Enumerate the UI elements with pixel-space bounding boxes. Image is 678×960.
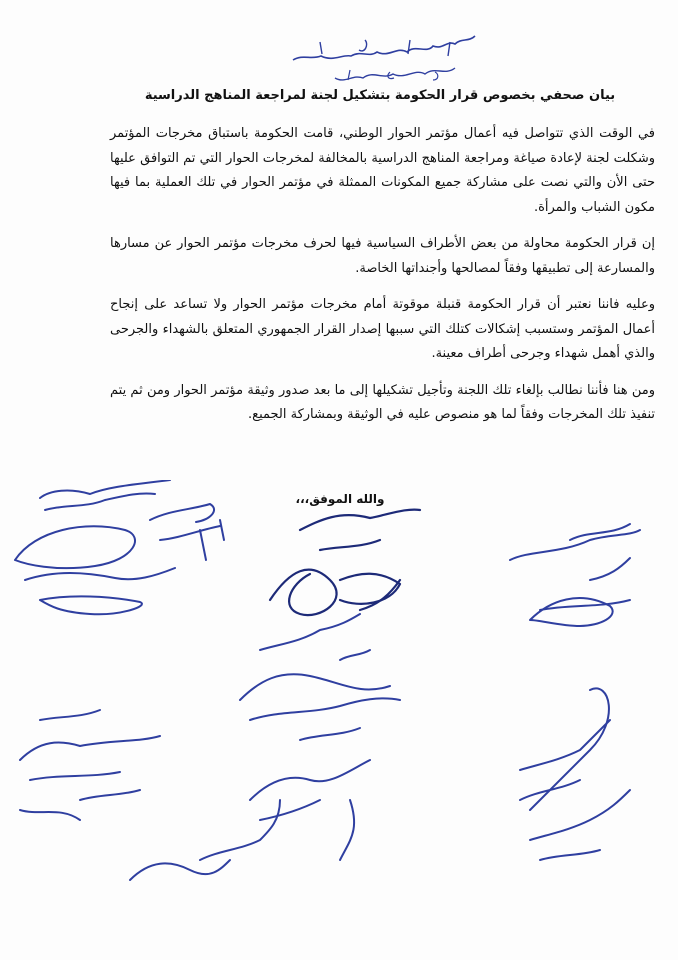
document-body [110, 122, 655, 440]
signature-right-top [510, 524, 640, 626]
paragraph-1: في الوقت الذي تتواصل فيه أعمال مؤتمر الحوار الوطني، قامت الحكومة باستباق مخرجات المؤتمر وشكلت لجنة لإعادة صياغة ومراجعة المناهج الدراسية بالمخالفة لمخرجات الحوار التي تم التوافق عليها حتى الأن والتي نصت على مشاركة جميع المكونات الممثلة في مؤتمر الحوار في تلك العملية بما فيها مكون الشباب والمرأة. [110, 126, 655, 215]
signatures-area [0, 480, 678, 960]
paragraph-2: إن قرار الحكومة محاولة من بعض الأطراف السياسية فيها لحرف مخرجات مؤتمر الحوار عن مسارها والمسارعة إلى تطبيقها وفقاً لمصالحها وأجنداتها الخاصة. [110, 236, 655, 276]
paragraph-4: ومن هنا فأننا نطالب بإلغاء تلك اللجنة وتأجيل تشكيلها إلى ما بعد صدور وثيقة مؤتمر الحوار ومن ثم يتم تنفيذ تلك المخرجات وفقاً لما هو منصوص عليه في الوثيقة وبمشاركة الجميع. [110, 382, 655, 422]
closing-line: والله الموفق،،، [295, 492, 385, 506]
signature-islah [270, 510, 420, 615]
signature-congress [240, 614, 400, 740]
handwritten-header [250, 28, 490, 90]
signature-nasserite [520, 688, 630, 860]
document-title: بيان صحفي بخصوص قرار الحكومة بتشكيل لجنة لمراجعة المناهج الدراسية [144, 88, 616, 103]
signature-south [130, 760, 370, 880]
signature-youth [20, 710, 160, 820]
paragraph-3: وعليه فاننا نعتبر أن قرار الحكومة قنبلة موقوتة أمام مخرجات مؤتمر الحوار ولا تساعد على إنجاح أعمال المؤتمر وستسبب إشكالات كتلك التي سببها إصدار القرار الجمهوري المتعلق بالشهداء والجرحى والذي أهمل شهداء وجرحى أطراف معينة. [110, 297, 655, 361]
signature-socialist [15, 480, 224, 614]
